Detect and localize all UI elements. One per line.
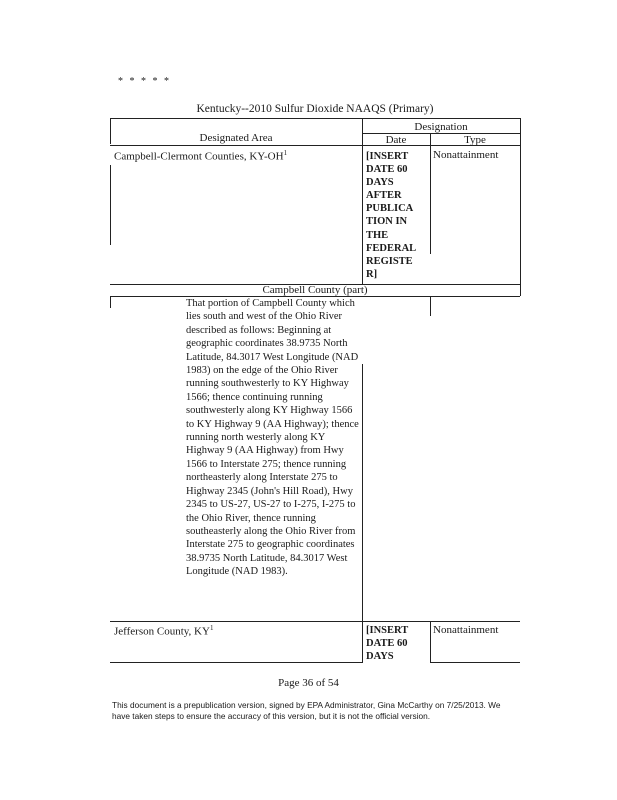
- date-line: R]: [366, 268, 378, 280]
- table-title: Kentucky--2010 Sulfur Dioxide NAAQS (Primary): [196, 103, 434, 115]
- date-line: THE: [366, 229, 389, 241]
- date-header: Date: [385, 134, 407, 146]
- date-line: DAYS: [366, 651, 394, 663]
- row2-bottom-rule-right: [430, 662, 520, 663]
- area-cell: [114, 147, 287, 164]
- row2-left-border-top: [110, 296, 111, 308]
- table-right-border: [520, 118, 521, 296]
- date-line: DATE 60: [366, 638, 408, 650]
- date-cell: [366, 624, 430, 663]
- date-line: TION IN: [366, 216, 408, 228]
- area-name: Campbell-Clermont Counties, KY-OH: [114, 150, 284, 163]
- date-line: FEDERAL: [366, 242, 417, 254]
- date-line: PUBLICA: [366, 203, 414, 215]
- type-divider-lower: [430, 296, 431, 316]
- date-line: [INSERT: [366, 625, 409, 636]
- date-left-border: [362, 146, 363, 284]
- footnote-marker: 1: [209, 624, 214, 632]
- area-name: Jefferson County, KY: [114, 625, 210, 638]
- type-header: Type: [464, 134, 486, 146]
- designated-area-header: Designated Area: [199, 132, 273, 144]
- row2-bottom-rule-left: [110, 662, 362, 663]
- type-cell: Nonattainment: [433, 149, 499, 161]
- area-left-gap-line: [110, 165, 111, 245]
- area-description: That portion of Campbell County which lies south and west of the Ohio River described as follows: Beginning at geographic coordinates 38.9735 North Latitude, 84.3017 West Longitude (NAD 1983) on the edge of the Ohio River running southwesterly to KY Highway 1566; thence continuing running southwesterly along KY Highway 1566 to KY Highway 9 (AA Highway); thence running north westerly along KY Highway 9 (AA Highway) from Hwy 1566 to Interstate 275; thence running northeasterly along Interstate 275 to Highway 2345 (John's Hill Road), Hwy 2345 to US-27, US-27 to I-275, I-275 to the Ohio River, thence running southeasterly along the Ohio River from Interstate 275 to geographic coordinates 38.9735 North Latitude, 84.3017 West Longitude (NAD 1983).: [186, 298, 359, 578]
- designation-header: Designation: [414, 121, 468, 133]
- date-line: DATE 60: [366, 164, 408, 176]
- row2-date-right: [430, 621, 431, 663]
- date-cell: [366, 150, 430, 281]
- area-cell: [114, 622, 213, 639]
- table-top-rule: [110, 118, 520, 119]
- section-marker: * * * * *: [118, 76, 171, 87]
- date-line: [INSERT: [366, 151, 409, 162]
- date-line: AFTER: [366, 190, 402, 202]
- row2-date-left: [362, 621, 363, 663]
- date-right-border: [430, 146, 431, 254]
- desc-right-divider: [362, 364, 363, 622]
- page-number: Page 36 of 54: [278, 677, 339, 689]
- date-line: REGISTE: [366, 255, 413, 267]
- subheading: Campbell County (part): [262, 284, 368, 296]
- type-cell: Nonattainment: [433, 624, 499, 636]
- footnote-marker: 1: [283, 149, 288, 157]
- date-line: DAYS: [366, 177, 394, 189]
- prepublication-disclaimer: This document is a prepublication version, signed by EPA Administrator, Gina McCarthy on 7/25/2013. We have taken steps to ensure the accuracy of this version, but it is not the official version.: [112, 700, 501, 721]
